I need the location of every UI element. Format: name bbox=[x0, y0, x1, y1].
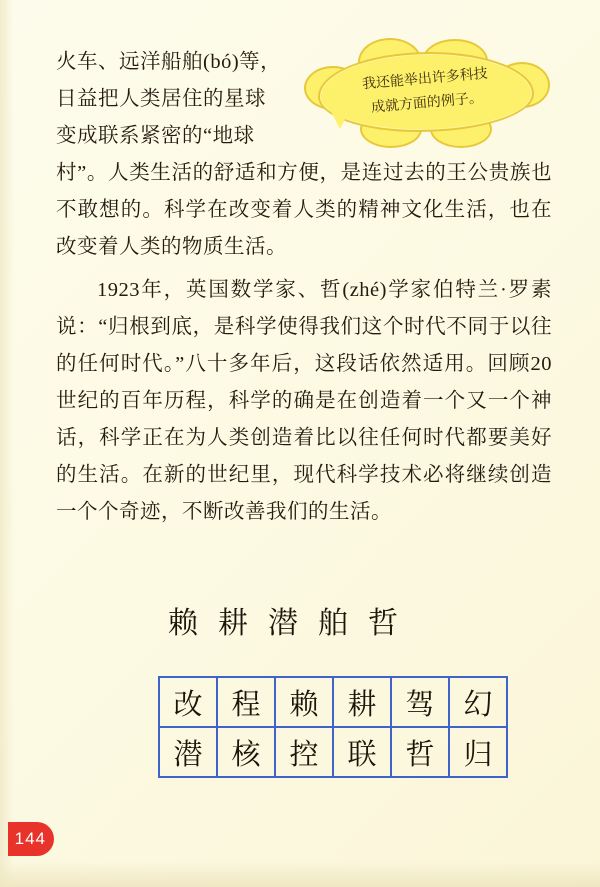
grid-cell: 赖 bbox=[275, 677, 333, 727]
paragraph-1-line-3: 变成联系紧密的“地球 bbox=[56, 125, 255, 147]
bubble-line-2: 成就方面的例子。 bbox=[370, 91, 484, 116]
grid-cell: 耕 bbox=[333, 677, 391, 727]
grid-cell: 程 bbox=[217, 677, 275, 727]
grid-cell: 驾 bbox=[391, 677, 449, 727]
page-number: 144 bbox=[8, 822, 54, 856]
grid-cell: 联 bbox=[333, 727, 391, 777]
new-character: 耕 bbox=[218, 607, 248, 640]
grid-cell: 幻 bbox=[449, 677, 507, 727]
paragraph-1-rest: 村”。人类生活的舒适和方便，是连过去的王公贵族也不敢想的。科学在改变着人类的精神文化生活，也在改变着人类的物质生活。 bbox=[56, 162, 552, 258]
new-character: 赖 bbox=[168, 607, 198, 640]
grid-cell: 改 bbox=[159, 677, 217, 727]
speech-bubble-text bbox=[315, 43, 537, 142]
table-row bbox=[159, 727, 507, 777]
grid-cell: 哲 bbox=[391, 727, 449, 777]
grid-cell: 潜 bbox=[159, 727, 217, 777]
grid-cell: 核 bbox=[217, 727, 275, 777]
character-practice-grid bbox=[158, 676, 508, 778]
table-row bbox=[159, 677, 507, 727]
grid-cell: 归 bbox=[449, 727, 507, 777]
new-character-list bbox=[168, 598, 398, 642]
new-character: 舶 bbox=[318, 607, 348, 640]
bubble-line-1: 我还能举出许多科技 bbox=[361, 66, 489, 93]
new-character: 哲 bbox=[368, 607, 398, 640]
page-edge-shadow-left bbox=[0, 0, 14, 887]
paragraph-2: 1923年，英国数学家、哲(zhé)学家伯特兰·罗素说：“归根到底，是科学使得我们这个时代不同于以往的任何时代。”八十多年后，这段话依然适用。回顾20世纪的百年历程，科学的确是在创造着一个又一个神话，科学正在为人类创造着比以往任何时代都要美好的生活。在新的世纪里，现代科学技术必将继续创造一个个奇迹，不断改善我们的生活。 bbox=[56, 279, 552, 523]
paragraph-1-line-2: 日益把人类居住的星球 bbox=[56, 88, 266, 110]
page-edge-shadow-bottom bbox=[0, 861, 600, 887]
new-character: 潜 bbox=[268, 607, 298, 640]
paragraph-1-line-1: 火车、远洋船舶(bó)等， bbox=[56, 51, 282, 73]
speech-bubble bbox=[318, 52, 534, 132]
grid-cell: 控 bbox=[275, 727, 333, 777]
